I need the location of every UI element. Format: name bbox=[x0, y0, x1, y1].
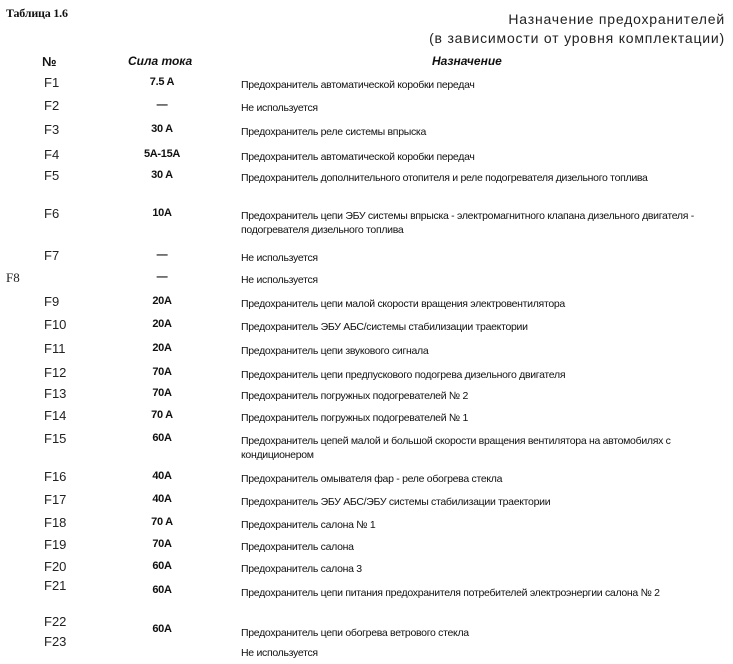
fuse-amperage: 20A bbox=[152, 342, 172, 354]
fuse-amperage: 20A bbox=[152, 295, 172, 307]
fuse-amperage: 70A bbox=[152, 366, 172, 378]
header-number: № bbox=[42, 54, 57, 69]
fuse-id: F3 bbox=[44, 122, 60, 137]
fuse-id: F20 bbox=[44, 559, 67, 574]
fuse-purpose: Предохранитель ЭБУ АБС/системы стабилизации траектории bbox=[241, 321, 528, 333]
fuse-purpose: Предохранитель цепи предпускового подогрева дизельного двигателя bbox=[241, 369, 566, 381]
fuse-amperage: — bbox=[156, 99, 168, 111]
fuse-amperage: 7.5 A bbox=[149, 76, 175, 88]
fuse-id: F12 bbox=[44, 365, 67, 380]
fuse-amperage: 60A bbox=[152, 432, 172, 444]
fuse-id: F2 bbox=[44, 98, 60, 113]
fuse-amperage: — bbox=[156, 271, 168, 283]
fuse-id: F22 bbox=[44, 614, 67, 629]
title-line-2: (в зависимости от уровня комплектации) bbox=[429, 30, 725, 46]
fuse-id: F11 bbox=[44, 341, 66, 356]
fuse-id: F21 bbox=[44, 578, 67, 593]
fuse-id: F9 bbox=[44, 294, 60, 309]
fuse-id: F15 bbox=[44, 431, 67, 446]
fuse-purpose: Предохранитель погружных подогревателей № 2 bbox=[241, 390, 469, 402]
fuse-id: F17 bbox=[44, 492, 67, 507]
header-purpose: Назначение bbox=[432, 54, 502, 68]
fuse-id: F1 bbox=[44, 75, 60, 90]
fuse-amperage: 40A bbox=[152, 493, 172, 505]
fuse-purpose: Предохранитель салона 3 bbox=[241, 563, 362, 575]
title-line-1: Назначение предохранителей bbox=[508, 11, 725, 27]
fuse-purpose: Предохранитель цепей малой и большой скорости вращения вентилятора на автомобилях с кондиционером bbox=[241, 435, 671, 461]
page-title bbox=[429, 10, 725, 48]
fuse-amperage: 30 A bbox=[151, 123, 173, 135]
fuse-id: F13 bbox=[44, 386, 67, 401]
fuse-purpose: Предохранитель автоматической коробки передач bbox=[241, 151, 475, 163]
fuse-purpose: Не используется bbox=[241, 102, 318, 114]
table-label: Таблица 1.6 bbox=[6, 6, 68, 20]
fuse-purpose: Не используется bbox=[241, 274, 318, 286]
fuse-purpose: Предохранитель салона № 1 bbox=[241, 519, 376, 531]
fuse-amperage: 5A-15A bbox=[143, 148, 181, 160]
fuse-amperage: 30 A bbox=[151, 169, 173, 181]
header-amperage: Сила тока bbox=[128, 54, 193, 68]
fuse-purpose: Предохранитель погружных подогревателей № 1 bbox=[241, 412, 469, 424]
fuse-purpose: Предохранитель ЭБУ АБС/ЭБУ системы стабилизации траектории bbox=[241, 496, 551, 508]
fuse-id: F18 bbox=[44, 515, 67, 530]
fuse-amperage: 70 A bbox=[151, 409, 173, 421]
fuse-purpose: Не используется bbox=[241, 647, 318, 659]
fuse-id: F4 bbox=[44, 147, 60, 162]
fuse-id: F14 bbox=[44, 408, 67, 423]
fuse-amperage: 10A bbox=[152, 207, 172, 219]
fuse-id: F16 bbox=[44, 469, 67, 484]
fuse-purpose: Не используется bbox=[241, 252, 318, 264]
fuse-amperage: — bbox=[156, 249, 168, 261]
fuse-purpose: Предохранитель цепи питания предохранителя потребителей электроэнергии салона № 2 bbox=[241, 587, 660, 599]
fuse-purpose: Предохранитель дополнительного отопителя и реле подогревателя дизельного топлива bbox=[241, 172, 648, 184]
fuse-id: F19 bbox=[44, 537, 67, 552]
fuse-amperage: 60A bbox=[152, 584, 172, 596]
fuse-purpose: Предохранитель цепи малой скорости вращения электровентилятора bbox=[241, 298, 565, 310]
fuse-purpose: Предохранитель салона bbox=[241, 541, 354, 553]
fuse-amperage: 60A bbox=[152, 623, 172, 635]
fuse-purpose: Предохранитель цепи ЭБУ системы впрыска - электромагнитного клапана дизельного двигателя - подогревателя дизельного топлива bbox=[241, 210, 694, 236]
fuse-id: F7 bbox=[44, 248, 60, 263]
fuse-purpose: Предохранитель автоматической коробки передач bbox=[241, 79, 475, 91]
fuse-amperage: 70A bbox=[152, 538, 172, 550]
fuse-amperage: 60A bbox=[152, 560, 172, 572]
fuse-amperage: 20A bbox=[152, 318, 172, 330]
fuse-amperage: 70A bbox=[152, 387, 172, 399]
fuse-purpose: Предохранитель реле системы впрыска bbox=[241, 126, 426, 138]
fuse-purpose: Предохранитель цепи обогрева ветрового стекла bbox=[241, 627, 469, 639]
fuse-id: F8 bbox=[6, 270, 20, 285]
fuse-id: F10 bbox=[44, 317, 67, 332]
fuse-purpose: Предохранитель омывателя фар - реле обогрева стекла bbox=[241, 473, 503, 485]
fuse-id: F6 bbox=[44, 206, 60, 221]
fuse-id: F23 bbox=[44, 634, 67, 649]
fuse-amperage: 70 A bbox=[151, 516, 173, 528]
fuse-id: F5 bbox=[44, 168, 60, 183]
fuse-purpose: Предохранитель цепи звукового сигнала bbox=[241, 345, 429, 357]
fuse-amperage: 40A bbox=[152, 470, 172, 482]
